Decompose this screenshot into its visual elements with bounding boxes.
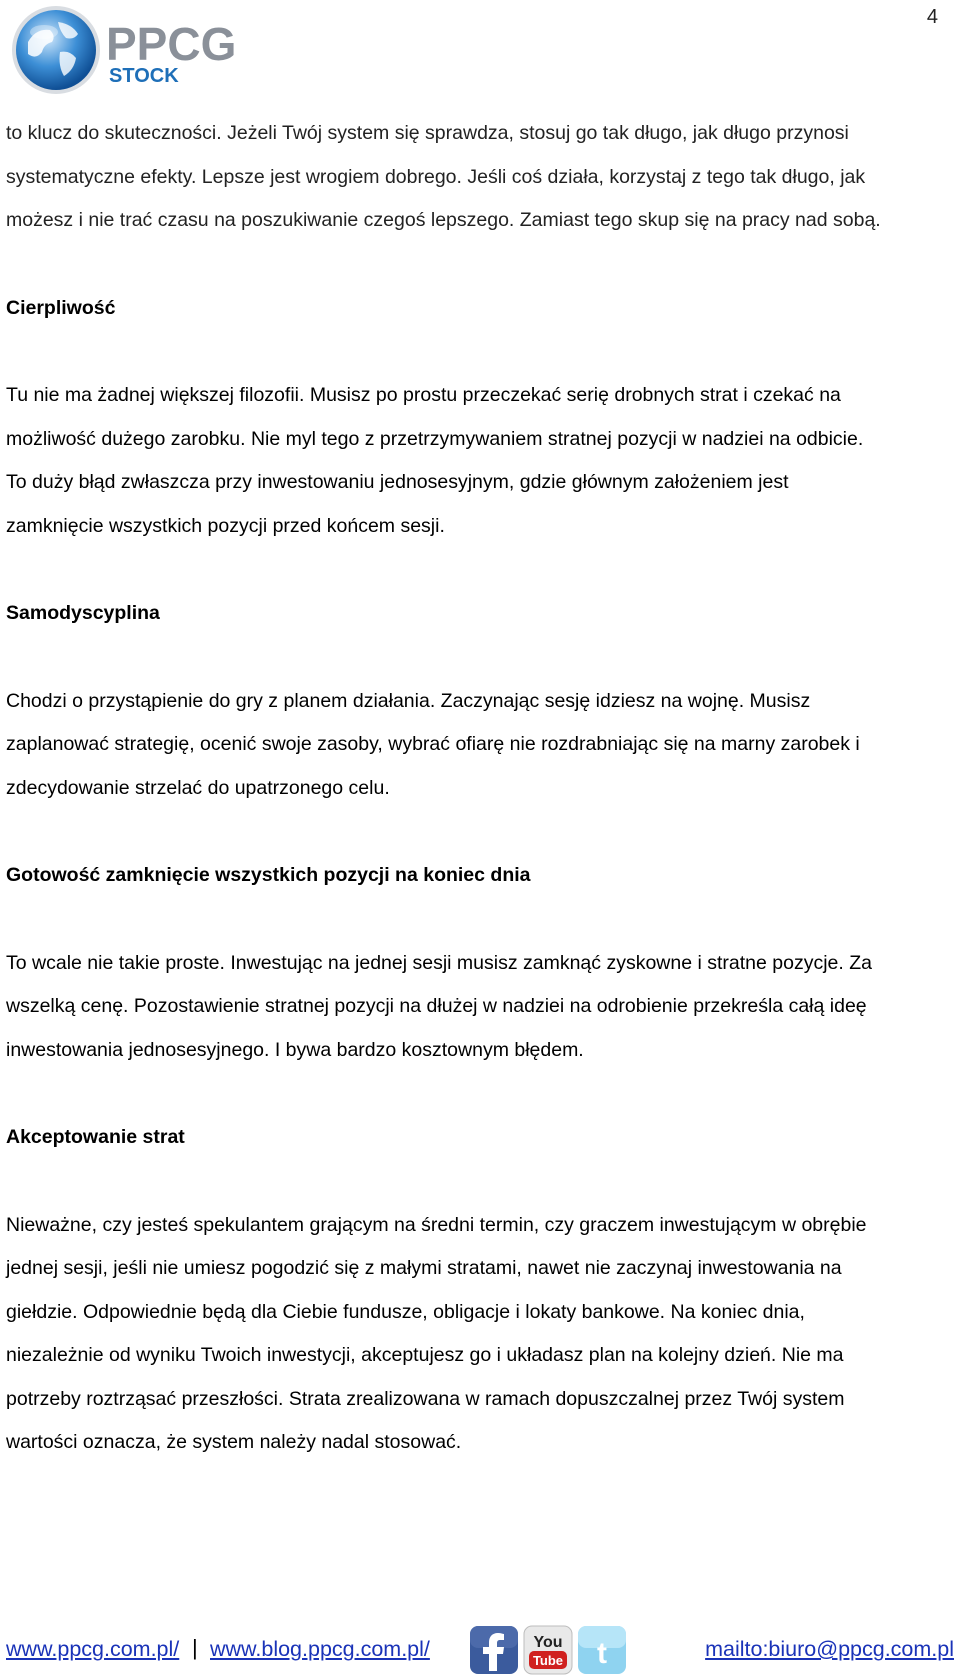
text-line: To wcale nie takie proste. Inwestując na jednej sesji musisz zamknąć zyskowne i stratne pozycje. Za bbox=[6, 951, 872, 974]
text-line: Tu nie ma żadnej większej filozofii. Musisz po prostu przeczekać serię drobnych strat i czekać na bbox=[6, 384, 841, 406]
text-line: inwestowania jednosesyjnego. I bywa bardzo kosztownym błędem. bbox=[6, 1038, 584, 1061]
text-line: Chodzi o przystąpienie do gry z planem działania. Zaczynając sesję idziesz na wojnę. Musisz bbox=[6, 689, 811, 712]
text-line: wszelką cenę. Pozostawienie stratnej pozycji na dłużej w nadziei na odrobienie przekreśla całą ideę bbox=[6, 995, 867, 1017]
page-number: 4 bbox=[926, 6, 938, 28]
text-line: jednej sesji, jeśli nie umiesz pogodzić się z małymi stratami, nawet nie zaczynaj inwestowania na bbox=[6, 1257, 842, 1279]
svg-text:t: t bbox=[597, 1637, 607, 1670]
section-heading: Cierpliwość bbox=[6, 296, 116, 319]
section-heading: Gotowość zamknięcie wszystkich pozycji na koniec dnia bbox=[6, 864, 531, 886]
text-line: niezależnie od wyniku Twoich inwestycji, akceptujesz go i układasz plan na kolejny dzień. Nie ma bbox=[6, 1344, 844, 1366]
section-heading: Samodyscyplina bbox=[6, 602, 160, 624]
youtube-icon[interactable] bbox=[523, 1625, 573, 1675]
logo-brand-text: PPCG bbox=[106, 18, 236, 70]
facebook-icon[interactable] bbox=[469, 1625, 519, 1675]
text-line: zamknięcie wszystkich pozycji przed końcem sesji. bbox=[6, 514, 445, 537]
text-line: to klucz do skuteczności. Jeżeli Twój system się sprawdza, stosuj go tak długo, jak długo przynosi bbox=[6, 122, 849, 144]
svg-text:Tube: Tube bbox=[532, 1653, 564, 1668]
paragraph bbox=[6, 942, 954, 1073]
text-line: wartości oznacza, że system należy nadal stosować. bbox=[6, 1431, 462, 1453]
text-line: potrzeby roztrząsać przeszłości. Strata zrealizowana w ramach dopuszczalnej przez Twój system bbox=[6, 1387, 845, 1410]
text-line: To duży błąd zwłaszcza przy inwestowaniu jednosesyjnym, gdzie głównym założeniem jest bbox=[6, 471, 789, 493]
link-separator: | bbox=[192, 1635, 198, 1660]
text-line: giełdzie. Odpowiednie będą dla Ciebie fundusze, obligacje i lokaty bankowe. Na koniec dnia, bbox=[6, 1300, 805, 1323]
paragraph bbox=[6, 1204, 954, 1465]
ppcg-stock-logo bbox=[6, 2, 236, 98]
page-footer bbox=[6, 1625, 954, 1677]
email-link[interactable]: mailto:biuro@ppcg.com.pl bbox=[705, 1637, 954, 1661]
logo-sub-text: STOCK bbox=[109, 65, 179, 87]
paragraph bbox=[6, 374, 954, 548]
text-line: zdecydowanie strzelać do upatrzonego celu. bbox=[6, 776, 390, 799]
blog-link[interactable]: www.blog.ppcg.com.pl/ bbox=[210, 1637, 430, 1661]
svg-text:You: You bbox=[533, 1634, 563, 1651]
twitter-icon[interactable] bbox=[577, 1625, 627, 1675]
section-heading: Akceptowanie strat bbox=[6, 1126, 185, 1148]
text-line: systematyczne efekty. Lepsze jest wrogiem dobrego. Jeśli coś działa, korzystaj z tego tak długo, jak bbox=[6, 165, 866, 188]
text-line: możesz i nie trać czasu na poszukiwanie czegoś lepszego. Zamiast tego skup się na pracy nad sobą. bbox=[6, 209, 881, 231]
text-line: Nieważne, czy jesteś spekulantem grającym na średni termin, czy graczem inwestującym w obrębie bbox=[6, 1213, 867, 1236]
site-link[interactable]: www.ppcg.com.pl/ bbox=[6, 1637, 180, 1661]
text-line: zaplanować strategię, ocenić swoje zasoby, wybrać ofiarę nie rozdrabniając się na marny zarobek i bbox=[6, 733, 860, 755]
document-body bbox=[6, 112, 954, 1465]
text-line: możliwość dużego zarobku. Nie myl tego z przetrzymywaniem stratnej pozycji w nadziei na odbicie. bbox=[6, 427, 864, 450]
paragraph bbox=[6, 112, 954, 243]
paragraph bbox=[6, 680, 954, 811]
